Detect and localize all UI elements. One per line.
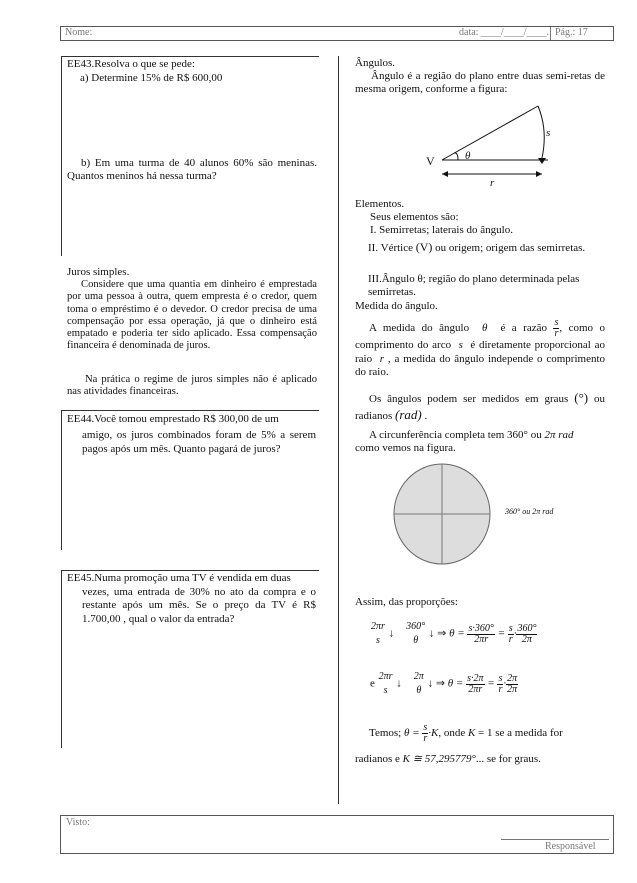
angulos-intro: Ângulo é a região do plano entre duas semi-retas de mesma origem, conforme a figura:: [355, 70, 605, 95]
medida-text-a: A medida do ângulo: [369, 322, 470, 335]
ee43-left-rule: [61, 56, 62, 256]
ee45-top-rule: [61, 570, 319, 571]
circ-360: 360°: [507, 429, 528, 441]
angle-upper-ray: [442, 106, 538, 160]
elemento-2: [368, 241, 608, 255]
ee43-item-a: a) Determine 15% de R$ 600,00: [80, 72, 223, 84]
radius-arrow-right-icon: [536, 171, 542, 177]
juros-title: Juros simples.: [67, 266, 130, 278]
formula1-fraction-b: $\frac{s}{r}$: [508, 622, 513, 645]
header-divider: [550, 27, 551, 40]
medida-paragraph: A medida do ângulo θ é a razão $\frac{s}{r}$ , como o comprimento do arco s é diretamente proporcional ao raio r , a medida do ângulo independe o comprimento do raio.: [355, 317, 606, 378]
temos-text-d: radianos e: [355, 753, 400, 765]
elementos-intro: Seus elementos são:: [370, 211, 459, 223]
date-label: data: ____/____/____.: [459, 27, 549, 38]
circle-figure: [392, 460, 496, 568]
angulos-title: Ângulos.: [355, 57, 396, 69]
degree-symbol: (°): [574, 390, 589, 405]
ee43-top-rule: [61, 56, 319, 57]
elemento-1: I. Semirretas; laterais do ângulo.: [370, 224, 513, 236]
rad-symbol: (rad): [395, 407, 422, 422]
vertex-symbol-letter: V: [419, 240, 429, 254]
graus-text-a: Os ângulos podem ser medidos em graus: [369, 393, 569, 405]
circ-2pi: 2π rad: [544, 429, 574, 441]
formula1-360-over-theta: 360° θ: [406, 621, 426, 646]
medida-text-e: , a medida do ângulo independe o comprimento do raio.: [355, 352, 606, 378]
formula2-fraction-c: $\frac{2\pi}{2\pi}$: [507, 672, 518, 695]
theta-symbol: θ: [475, 322, 494, 335]
ee43-item-b: b) Em uma turma de 40 alunos 60% são meninas. Quantos meninos há nessa turma?: [67, 157, 317, 182]
circ-text-c: como vemos na figura.: [355, 441, 456, 454]
elemento-2-text-a: II. Vértice: [368, 242, 413, 254]
circ-text-a: A circunferência completa tem: [369, 429, 505, 441]
s-over-r-fraction: $\frac{s}{r}$: [554, 317, 559, 339]
assim-text: Assim, das proporções:: [355, 596, 458, 608]
graus-text-b: ou radianos: [355, 393, 606, 422]
theta-label: θ: [465, 150, 471, 162]
visto-label: Visto:: [66, 817, 90, 828]
ee43-title: EE43.Resolva o que se pede:: [67, 58, 195, 70]
signature-line: [501, 839, 609, 840]
ee44-left-rule: [61, 410, 62, 550]
temos-fraction: $\frac{s}{r}$: [423, 721, 428, 744]
radius-arrow-left-icon: [442, 171, 448, 177]
elemento-2-text-b: ou origem; origem das semirretas.: [435, 242, 586, 254]
graus-paragraph: Os ângulos podem ser medidos em graus (°) ou radianos (rad) .: [355, 390, 606, 422]
medida-text-d: é diretamente proporcional ao raio: [355, 339, 605, 365]
temos-text-c: se a medida for: [495, 727, 563, 739]
formula2-fraction-b: $\frac{s}{r}$: [498, 672, 503, 695]
temos-text-b: , onde: [438, 727, 466, 739]
circ-text-b: ou: [530, 429, 542, 441]
theta-arc: [454, 153, 458, 160]
circle-label: 360° ou 2π rad: [505, 507, 554, 516]
formula-degrees: 2πr s ↓ 360° θ ↓ ⇒ θ = $\frac{s\cdot 360^\circ}{2\pi r}$ = $\frac{s}{r}$ · $\frac{360^\circ}{2\pi}$: [371, 621, 537, 646]
ee45-line1: EE45.Numa promoção uma TV é vendida em duas: [67, 572, 291, 584]
formula2-fraction-a: $\frac{s\cdot 2\pi}{2\pi r}$: [467, 672, 484, 695]
formula-radians: e 2πr s ↓ 2π θ ↓ ⇒ θ = $\frac{s\cdot 2\pi}{2\pi r}$ = $\frac{s}{r}$ · $\frac{2\pi}{2\pi}$: [370, 671, 518, 696]
ee44-top-rule: [61, 410, 319, 411]
ee45-left-rule: [61, 570, 62, 748]
temos-paragraph: Temos; θ = $\frac{s}{r}$ ·K, onde K = 1 se a medida for radianos e K ≅ 57,295779°... se for graus.: [355, 721, 563, 765]
ee44-body: amigo, os juros combinados foram de 5% a serem pagos após um mês. Quanto pagará de juros?: [82, 429, 316, 455]
page-label: Pág.: 17: [555, 27, 588, 38]
formula1-fraction-a: $\frac{s\cdot 360^\circ}{2\pi r}$: [468, 622, 494, 645]
ee44-line1: EE44.Você tomou emprestado R$ 300,00 de um: [67, 413, 279, 425]
circ-paragraph: [355, 429, 605, 454]
formula1-fraction-c: $\frac{360^\circ}{2\pi}$: [517, 622, 537, 645]
radius-label: r: [490, 177, 495, 189]
arc-s: [538, 106, 544, 158]
formula1-2pir-over-s: 2πr s: [371, 621, 385, 646]
juros-paragraph-1: Considere que uma quantia em dinheiro é emprestada por uma pessoa à outra, quem empresta é o credor, quem toma o empréstimo é o devedor. O credor precisa de uma compensação por essa operação, já que o dinheiro está empatado e poderia ter sido aplicado. Essa compensação financeira é denominada de juros.: [67, 279, 317, 352]
vertex-symbol: (V): [415, 240, 433, 254]
responsavel-label: Responsável: [545, 841, 596, 852]
formula2-2pi-over-theta: 2π θ: [413, 671, 424, 696]
temos-text-e: ... se for graus.: [475, 753, 541, 765]
column-divider: [338, 56, 339, 804]
arc-label: s: [546, 127, 551, 139]
elementos-title: Elementos.: [355, 198, 405, 210]
vertex-label: V: [426, 154, 435, 168]
arc-arrow-icon: [538, 158, 546, 164]
medida-text-c: , como o comprimento do arco: [355, 322, 606, 351]
elemento-3: III.Ângulo θ; região do plano determinada pelas semirretas.: [368, 273, 580, 298]
ee45-body: vezes, uma entrada de 30% no ato da compra e o restante após um mês. Se o preço da TV é R$ 1.700,00 , qual o valor da entrada?: [82, 586, 316, 625]
name-label: Nome:: [65, 27, 93, 38]
temos-text-a: Temos;: [369, 727, 402, 739]
header-bar: [60, 26, 614, 41]
footer-bar: [60, 815, 614, 854]
juros-paragraph-2: Na prática o regime de juros simples não é aplicado nas atividades financeiras.: [67, 374, 317, 398]
formula2-2pir-over-s: 2πr s: [378, 671, 393, 696]
medida-title: Medida do ângulo.: [355, 300, 438, 312]
medida-text-b: é a razão: [500, 322, 547, 335]
